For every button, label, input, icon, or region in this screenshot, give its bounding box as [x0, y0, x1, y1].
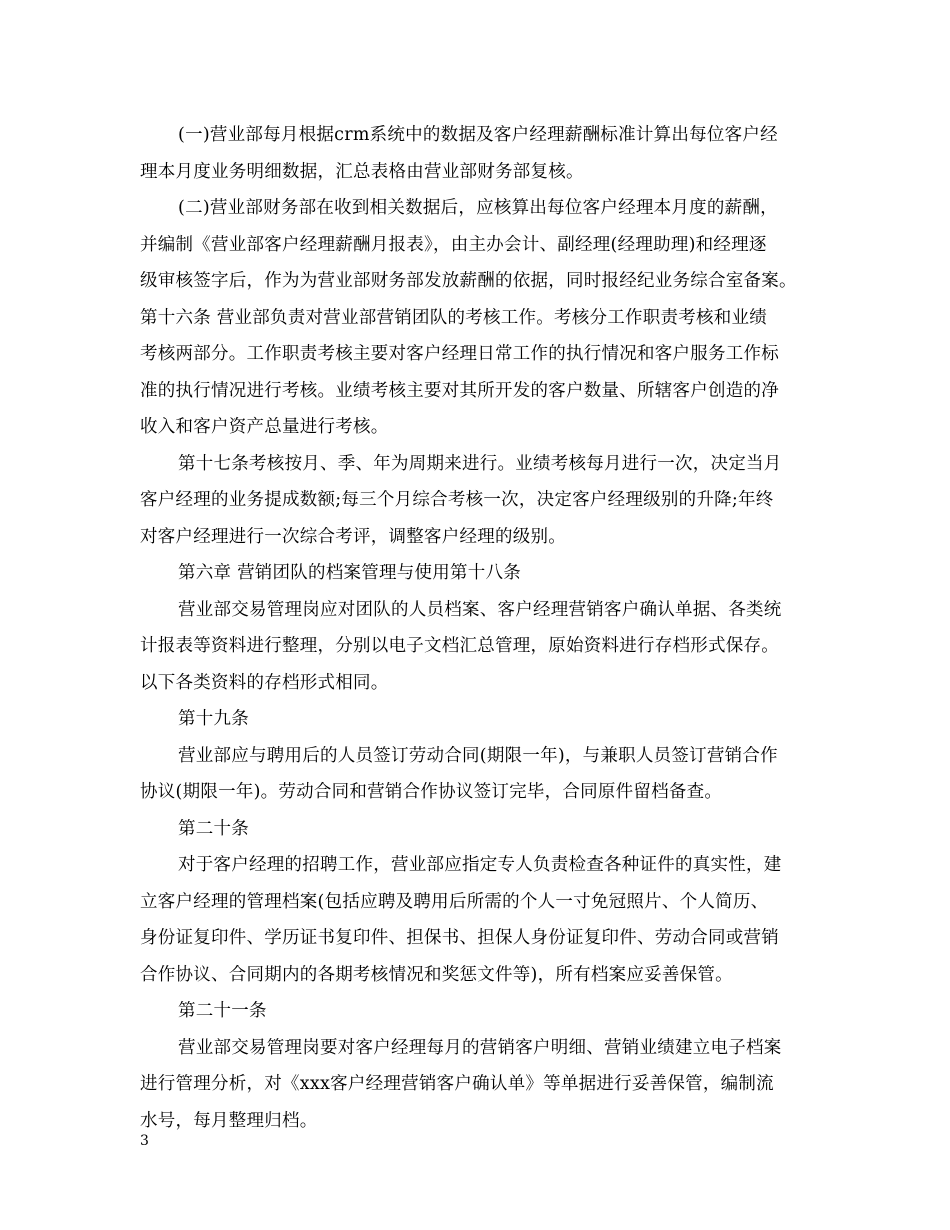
- text-line: 身份证复印件、学历证书复印件、担保书、担保人身份证复印件、劳动合同或营销: [140, 928, 779, 948]
- text-line: 第十六条 营业部负责对营业部营销团队的考核工作。考核分工作职责考核和业绩: [140, 307, 768, 328]
- page-number: 3: [140, 1133, 149, 1149]
- text-line: 第二十一条: [178, 1001, 267, 1021]
- text-line: 进行管理分析，对《xxx客户经理营销客户确认单》等单据进行妥善保管，编制流: [140, 1074, 774, 1094]
- text-line: 客户经理的业务提成数额;每三个月综合考核一次，决定客户经理级别的升降;年终: [140, 490, 774, 510]
- text-line: 合作协议、合同期内的各期考核情况和奖惩文件等)，所有档案应妥善保管。: [140, 964, 733, 985]
- paragraph: [140, 446, 820, 556]
- text-line: 第二十条: [178, 818, 249, 839]
- text-line: 水号，每月整理归档。: [140, 1110, 318, 1131]
- text-line: 并编制《营业部客户经理薪酬月报表》，由主办会计、副经理(经理助理)和经理逐: [140, 234, 767, 255]
- text-line: 级审核签字后，作为为营业部财务部发放薪酬的依据，同时报经纪业务综合室备案。: [140, 271, 797, 291]
- paragraph: [140, 555, 820, 592]
- text-line: 对客户经理进行一次综合考评，调整客户经理的级别。: [140, 526, 566, 547]
- paragraph: [140, 993, 820, 1030]
- paragraph: [140, 1030, 820, 1140]
- text-line: 第十七条考核按月、季、年为周期来进行。业绩考核每月进行一次，决定当月: [178, 453, 782, 474]
- text-line: 计报表等资料进行整理，分别以电子文档汇总管理，原始资料进行存档形式保存。: [140, 636, 779, 656]
- text-line: 立客户经理的管理档案(包括应聘及聘用后所需的个人一寸免冠照片、个人简历、: [140, 891, 769, 912]
- text-line: 第十九条: [178, 709, 249, 729]
- text-line: 准的执行情况进行考核。业绩考核主要对其所开发的客户数量、所辖客户创造的净: [140, 380, 779, 401]
- text-line: 协议(期限一年)。劳动合同和营销合作协议签订完毕，合同原件留档备查。: [140, 782, 723, 802]
- paragraph: [140, 847, 820, 993]
- document-body: [140, 117, 820, 1139]
- text-line: 理本月度业务明细数据，汇总表格由营业部财务部复核。: [140, 161, 584, 182]
- text-line: (一)营业部每月根据crm系统中的数据及客户经理薪酬标准计算出每位客户经: [178, 125, 778, 145]
- text-line: (二)营业部财务部在收到相关数据后，应核算出每位客户经理本月度的薪酬，: [178, 198, 778, 218]
- text-line: 营业部交易管理岗要对客户经理每月的营销客户明细、营销业绩建立电子档案: [178, 1037, 782, 1058]
- paragraph: [140, 300, 820, 446]
- paragraph: [140, 811, 820, 848]
- text-line: 考核两部分。工作职责考核主要对客户经理日常工作的执行情况和客户服务工作标: [140, 344, 779, 364]
- text-line: 对于客户经理的招聘工作，营业部应指定专人负责检查各种证件的真实性，建: [178, 855, 782, 875]
- text-line: 收入和客户资产总量进行考核。: [140, 417, 389, 437]
- paragraph: [140, 701, 820, 738]
- paragraph: [140, 592, 820, 702]
- text-line: 营业部交易管理岗应对团队的人员档案、客户经理营销客户确认单据、各类统: [178, 599, 782, 620]
- text-line: 第六章 营销团队的档案管理与使用第十八条: [178, 563, 522, 583]
- text-line: 营业部应与聘用后的人员签订劳动合同(期限一年)，与兼职人员签订营销合作: [178, 745, 778, 766]
- paragraph: [140, 738, 820, 811]
- paragraph: [140, 190, 820, 300]
- paragraph: [140, 117, 820, 190]
- text-line: 以下各类资料的存档形式相同。: [140, 672, 389, 693]
